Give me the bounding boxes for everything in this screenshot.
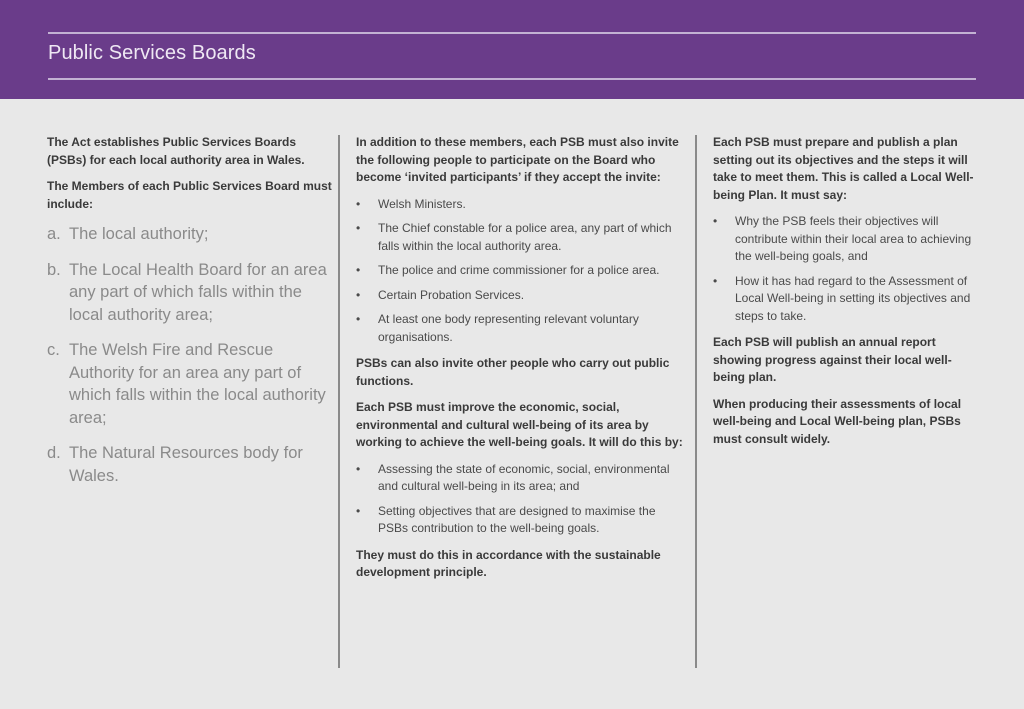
- invitee-text: The police and crime commissioner for a police area.: [378, 263, 660, 277]
- invitee-text: At least one body representing relevant voluntary organisations.: [378, 312, 639, 344]
- invitee-item: [356, 220, 686, 255]
- bullet-icon: •: [713, 273, 718, 288]
- report-paragraph: Each PSB will publish an annual report showing progress against their local well-being plan.: [713, 335, 952, 384]
- invitees-list: [356, 196, 686, 347]
- invitee-item: [356, 311, 686, 346]
- bullet-icon: •: [356, 263, 361, 277]
- action-item: [356, 503, 686, 538]
- column-divider-1: [338, 135, 340, 668]
- invitee-item: [356, 287, 686, 305]
- improve-paragraph: Each PSB must improve the economic, social, environmental and cultural well-being of its area by working to achieve the well-being goals. It will do this by:: [356, 400, 683, 449]
- invitee-item: [356, 196, 686, 214]
- member-text: The local authority;: [69, 225, 209, 243]
- invite-heading: In addition to these members, each PSB must also invite the following people to participate on the Board who become ‘invited participants’ if they accept the invite:: [356, 135, 679, 184]
- plan-point-text: Why the PSB feels their objectives will contribute within their local area to achieving the well-being goals, and: [735, 214, 972, 263]
- plan-point-item: [713, 273, 983, 326]
- column-divider-2: [695, 135, 697, 668]
- invitee-item: [356, 262, 686, 280]
- others-paragraph: PSBs can also invite other people who carry out public functions.: [356, 356, 670, 388]
- plan-point-text: How it has had regard to the Assessment of Local Well-being in setting its objectives and steps to take.: [735, 273, 971, 323]
- plan-paragraph: Each PSB must prepare and publish a plan setting out its objectives and the steps it will take to meet them. This is called a Local Well-being Plan. It must say:: [713, 135, 974, 202]
- intro-paragraph: The Act establishes Public Services Boards (PSBs) for each local authority area in Wales.: [47, 135, 305, 167]
- column-well-being-plan: [713, 134, 983, 457]
- page-title: Public Services Boards: [48, 42, 256, 64]
- member-item: [47, 259, 332, 327]
- member-text: The Welsh Fire and Rescue Authority for an area any part of which falls within the local authority area;: [69, 341, 326, 427]
- principle-paragraph: They must do this in accordance with the sustainable development principle.: [356, 547, 661, 579]
- action-item: [356, 461, 686, 496]
- bullet-icon: •: [713, 214, 718, 228]
- bullet-icon: •: [356, 196, 361, 211]
- member-item: [47, 339, 332, 429]
- header-rule-bottom: [48, 78, 976, 80]
- actions-list: [356, 461, 686, 538]
- consult-paragraph: When producing their assessments of local well-being and Local Well-being plan, PSBs must consult widely.: [713, 396, 962, 446]
- plan-point-item: [713, 213, 983, 266]
- page-header: [0, 0, 1024, 99]
- member-text: The Local Health Board for an area any part of which falls within the local authority area;: [69, 260, 327, 324]
- member-item: [47, 223, 332, 246]
- bullet-icon: •: [356, 461, 361, 476]
- invitee-text: Welsh Ministers.: [378, 196, 466, 211]
- members-list: [47, 223, 332, 487]
- header-rule-top: [48, 32, 976, 34]
- bullet-icon: •: [356, 287, 361, 302]
- bullet-icon: •: [356, 221, 361, 235]
- column-invited-participants: [356, 134, 686, 591]
- action-text: Assessing the state of economic, social, environmental and cultural well-being in its area; and: [378, 461, 670, 493]
- plan-points-list: [713, 213, 983, 325]
- list-marker: c.: [47, 341, 60, 359]
- list-marker: d.: [47, 444, 61, 462]
- list-marker: b.: [47, 260, 61, 279]
- list-marker: a.: [47, 225, 61, 243]
- invitee-text: The Chief constable for a police area, any part of which falls within the local authority area.: [378, 221, 672, 253]
- members-heading: The Members of each Public Services Board must include:: [47, 179, 332, 211]
- action-text: Setting objectives that are designed to maximise the PSBs contribution to the well-being goals.: [378, 503, 656, 535]
- invitee-text: Certain Probation Services.: [378, 287, 525, 302]
- bullet-icon: •: [356, 503, 361, 518]
- column-members: [47, 134, 332, 500]
- member-text: The Natural Resources body for Wales.: [69, 444, 303, 485]
- bullet-icon: •: [356, 312, 361, 326]
- member-item: [47, 442, 332, 487]
